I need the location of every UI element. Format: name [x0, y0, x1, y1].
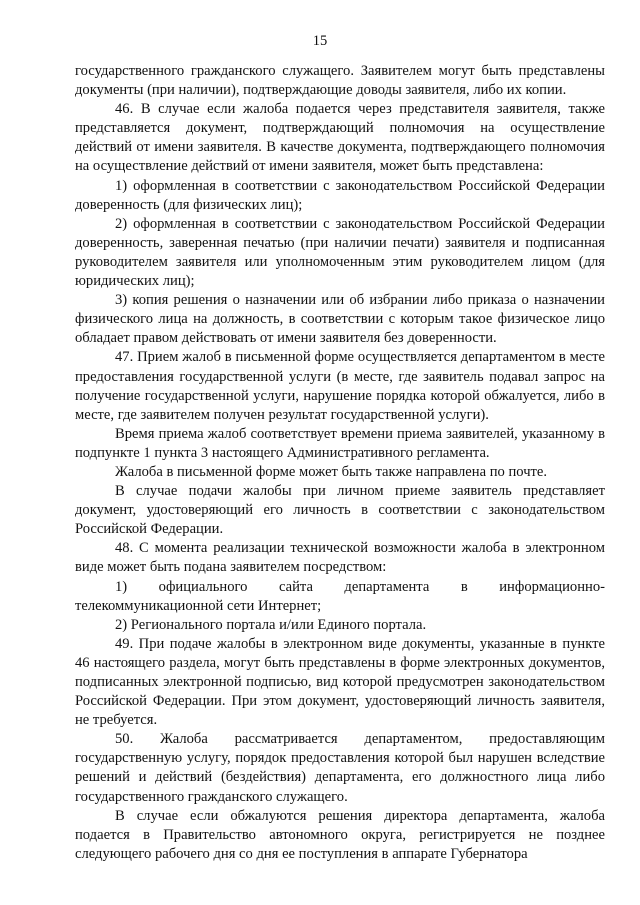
paragraph-50-director: В случае если обжалуются решения директора департамента, жалоба подается в Правительство автономного округа, регистрируется не позднее следующего рабочего дня со дня ее поступления в аппарате Губернатора — [75, 807, 605, 862]
paragraph-47-reception-time: Время приема жалоб соответствует времени приема заявителей, указанному в подпункте 1 пункта 3 настоящего Административного регламента. — [75, 425, 605, 461]
list-item-48-2: 2) Регионального портала и/или Единого портала. — [115, 616, 427, 633]
paragraph-49: 49. При подаче жалобы в электронном виде документы, указанные в пункте 46 настоящего раздела, могут быть представлены в форме электронных документов, подписанных электронной подписью, вид которой предусмотрен законодательством Российской Федерации. При этом документ, удостоверяющий личность заявителя, не требуется. — [75, 635, 605, 729]
list-item-48-1: 1) официального сайта департамента в информационно-телекоммуникационной сети Интернет; — [75, 578, 605, 614]
paragraph-48: 48. С момента реализации технической возможности жалоба в электронном виде может быть подана заявителем посредством: — [75, 540, 605, 576]
paragraph-47-by-mail: Жалоба в письменной форме может быть также направлена по почте. — [115, 463, 548, 480]
list-item-46-3: 3) копия решения о назначении или об избрании либо приказа о назначении физического лица на должность, в соответствии с которым такое физическое лицо обладает правом действовать от имени заявителя без доверенности. — [75, 292, 605, 347]
list-item-46-1: 1) оформленная в соответствии с законодательством Российской Федерации доверенность (для физических лиц); — [75, 177, 605, 213]
paragraph-continuation: государственного гражданского служащего. Заявителем могут быть представлены документы (при наличии), подтверждающие доводы заявителя, либо их копии. — [75, 63, 605, 99]
paragraph-50: 50. Жалоба рассматривается департаментом, предоставляющим государственную услугу, порядок предоставления которой был нарушен вследствие решений и действий (бездействия) департамента, его должностного лица либо государственного гражданского служащего. — [75, 731, 605, 805]
paragraph-46: 46. В случае если жалоба подается через представителя заявителя, также представляется документ, подтверждающий полномочия на осуществление действий от имени заявителя. В качестве документа, подтверждающего полномочия на осуществление действий от имени заявителя, может быть представлена: — [75, 101, 605, 175]
document-body — [75, 62, 605, 864]
paragraph-47: 47. Прием жалоб в письменной форме осуществляется департаментом в месте предоставления государственной услуги (в месте, где заявитель подавал запрос на получение государственной услуги, нарушение порядка которой обжалуется, либо в месте, где заявителем получен результат государственной услуги). — [75, 349, 605, 423]
list-item-46-2: 2) оформленная в соответствии с законодательством Российской Федерации доверенность, заверенная печатью (при наличии печати) заявителя и подписанная руководителем заявителя или уполномоченным этим руководителем лицом (для юридических лиц); — [75, 215, 605, 290]
page-number: 15 — [312, 33, 328, 49]
paragraph-47-in-person: В случае подачи жалобы при личном приеме заявитель представляет документ, удостоверяющий его личность в соответствии с законодательством Российской Федерации. — [75, 483, 605, 538]
